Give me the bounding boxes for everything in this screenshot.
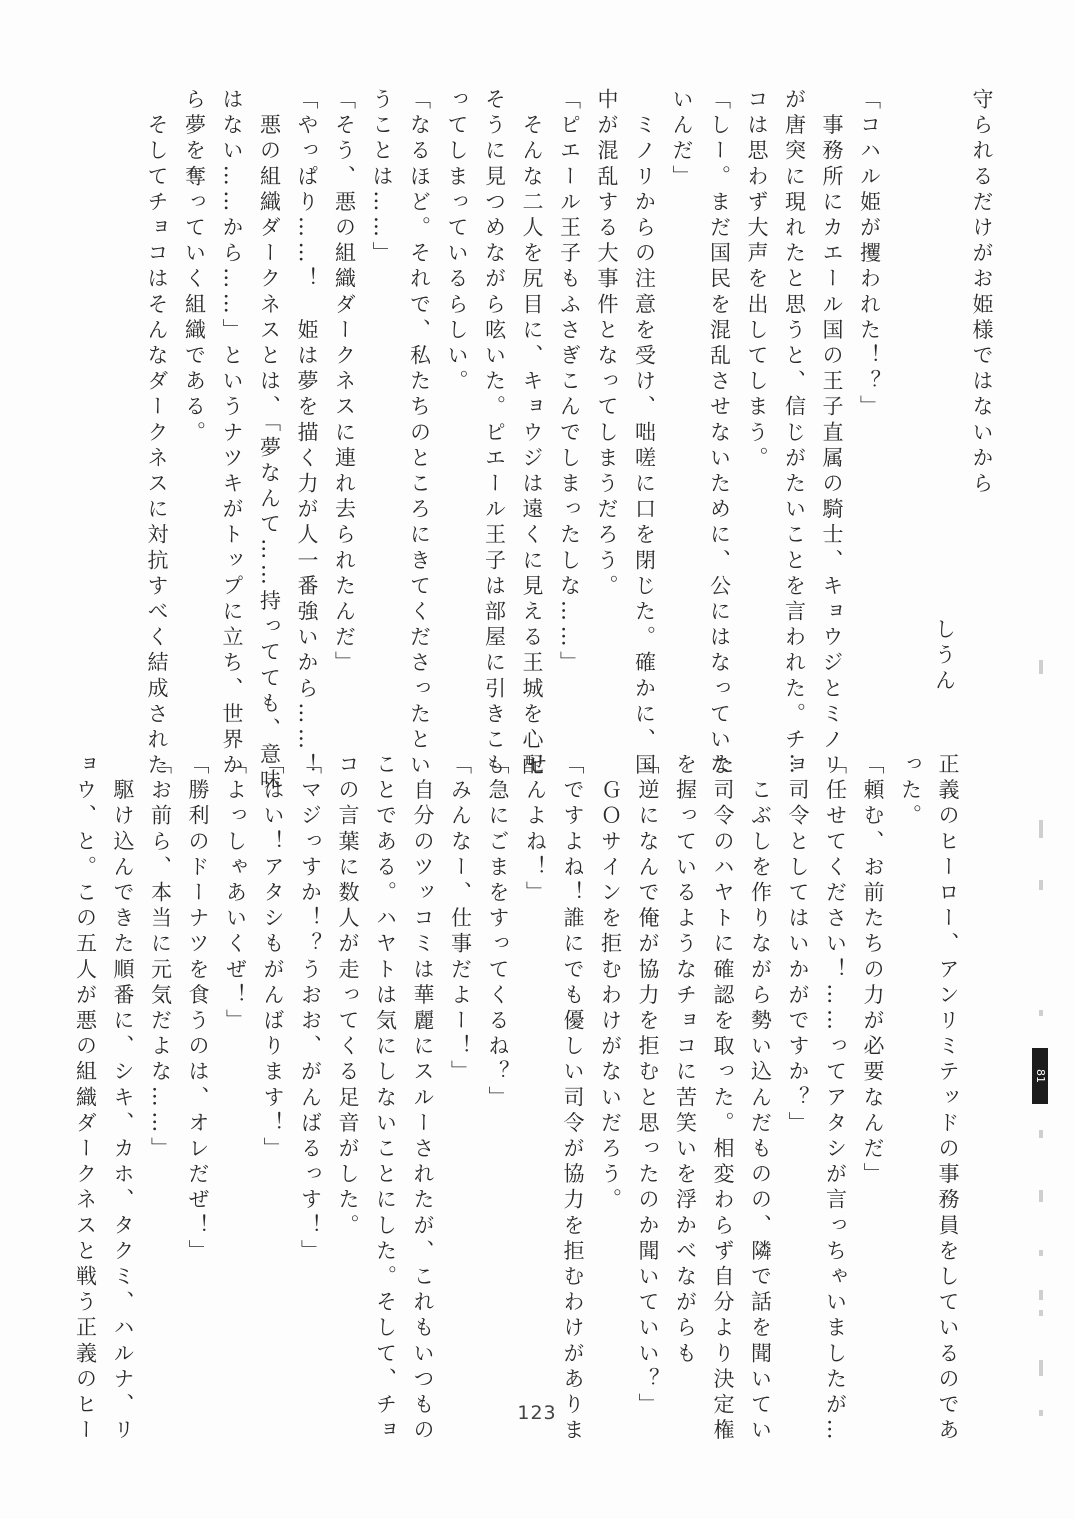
scan-edge-mark (1039, 1360, 1043, 1376)
page-number: 123 (517, 1402, 557, 1424)
text-line: 悪の組織ダークネスとは、「夢なんて……持ってても、意味 (257, 88, 282, 795)
scan-edge-mark (1039, 820, 1043, 838)
text-line: 「マジっすか！？うおお、がんばるっす！」 (298, 753, 323, 1265)
text-line: …司令としてはいかがですか？」 (786, 753, 810, 1137)
text-line: 自分のツッコミは華麗にスルーされたが、これもいつもの (411, 753, 435, 1445)
text-line: せんよね！」 (523, 753, 548, 907)
upper-text-block (95, 88, 1000, 795)
text-line: 正義のヒーロー、アンリミテッドの事務員をしているのであ (936, 753, 960, 1445)
text-line: 「ピエール王子もふさぎこんでしまったしな……」 (557, 88, 582, 677)
scan-edge-mark (1039, 1190, 1043, 1202)
text-line: ら夢を奪っていく組織である。 (182, 88, 207, 447)
text-line: 「急にごまをすってくるね？」 (486, 753, 510, 1112)
blank-column (888, 88, 926, 710)
text-line: が唐突に現れたと思うと、信じがたいことを言われた。チョ (782, 88, 807, 780)
text-line: そんな二人を尻目に、キョウジは遠くに見える王城を心配 (520, 88, 544, 780)
text-line: こぶしを作りながら勢い込んだものの、隣で話を聞いてい (748, 753, 773, 1445)
scan-edge-mark (1039, 1010, 1043, 1016)
text-line: 「やっぱり……！ 姫は夢を描く力が人一番強いから……！ (295, 88, 319, 780)
text-line: 「任せてください！……ってアタシが言っちゃいましたが… (823, 753, 848, 1445)
scan-edge-mark (1039, 1290, 1043, 1300)
text-line: を握っているようなチョコに苦笑いを浮かべながらも (673, 753, 698, 1368)
scan-edge-mark (1039, 1130, 1043, 1138)
edge-tab-label: 81 (1032, 1048, 1048, 1104)
text-line: 「よっしゃあいくぜ！」 (223, 753, 248, 1035)
text-line: はない……から……」というナツキがトップに立ち、世界か (220, 88, 244, 780)
text-line: 「そう、悪の組織ダークネスに連れ去られたんだ」 (332, 88, 357, 677)
text-line: 「しー。まだ国民を混乱させないために、公にはなっていな (707, 88, 732, 780)
text-line: うことは……」 (370, 88, 394, 268)
text-line: ＧＯサインを拒むわけがないだろう。 (598, 753, 623, 1214)
scan-edge-mark (1039, 1410, 1043, 1416)
text-line: 中が混乱する大事件となってしまうだろう。 (595, 88, 619, 600)
text-line: 「コハル姫が攫われた！？」 (857, 88, 882, 421)
text-line: そしてチョコはそんなダークネスに対抗すべく結成された (145, 88, 169, 780)
scan-edge-mark (1039, 660, 1043, 674)
scan-edge-mark (1039, 880, 1043, 890)
text-line: 「勝利のドーナツを食うのは、オレだぜ！」 (186, 753, 210, 1265)
author-name: しうん (932, 618, 957, 695)
text-line: った。 (898, 753, 923, 830)
text-line: ってしまっているらしい。 (445, 88, 469, 396)
scan-edge-mark (1039, 1250, 1043, 1256)
text-line: ことである。ハヤトは気にしないことにした。そして、チョ (373, 753, 398, 1445)
scan-edge-mark (1039, 1310, 1043, 1316)
text-line: 「みんなー、仕事だよー！」 (448, 753, 473, 1086)
text-line: いんだ」 (670, 88, 694, 191)
text-line: 「逆になんで俺が協力を拒むと思ったのか聞いていい？」 (636, 753, 660, 1419)
text-line: コの言葉に数人が走ってくる足音がした。 (336, 753, 360, 1240)
text-line: た司令のハヤトに確認を取った。相変わらず自分より決定権 (711, 753, 735, 1445)
text-line: 「なるほど。それで、私たちのところにきてくださったとい (407, 88, 432, 780)
text-line: 「ですよね！誰にでも優しい司令が協力を拒むわけがありま (561, 753, 585, 1445)
text-line: ミノリからの注意を受け、咄嗟に口を閉じた。確かに、国 (632, 88, 657, 780)
text-line: 駆け込んできた順番に、シキ、カホ、タクミ、ハルナ、リ (111, 753, 135, 1445)
text-line: 「お前ら、本当に元気だよな……」 (148, 753, 173, 1163)
text-line: 「頼む、お前たちの力が必要なんだ」 (861, 753, 885, 1189)
text-line: 事務所にカエール国の王子直属の騎士、キョウジとミノリ (820, 88, 844, 780)
text-line: ョウ、と。この五人が悪の組織ダークネスと戦う正義のヒー (73, 753, 98, 1445)
text-line: そうに見つめながら呟いた。ピエール王子は部屋に引きこも (482, 88, 507, 780)
text-line: 「はい！アタシもがんばります！」 (261, 753, 285, 1163)
story-title: 守られるだけがお姫様ではないから (970, 88, 994, 498)
text-line: コは思わず大声を出してしまう。 (745, 88, 769, 472)
